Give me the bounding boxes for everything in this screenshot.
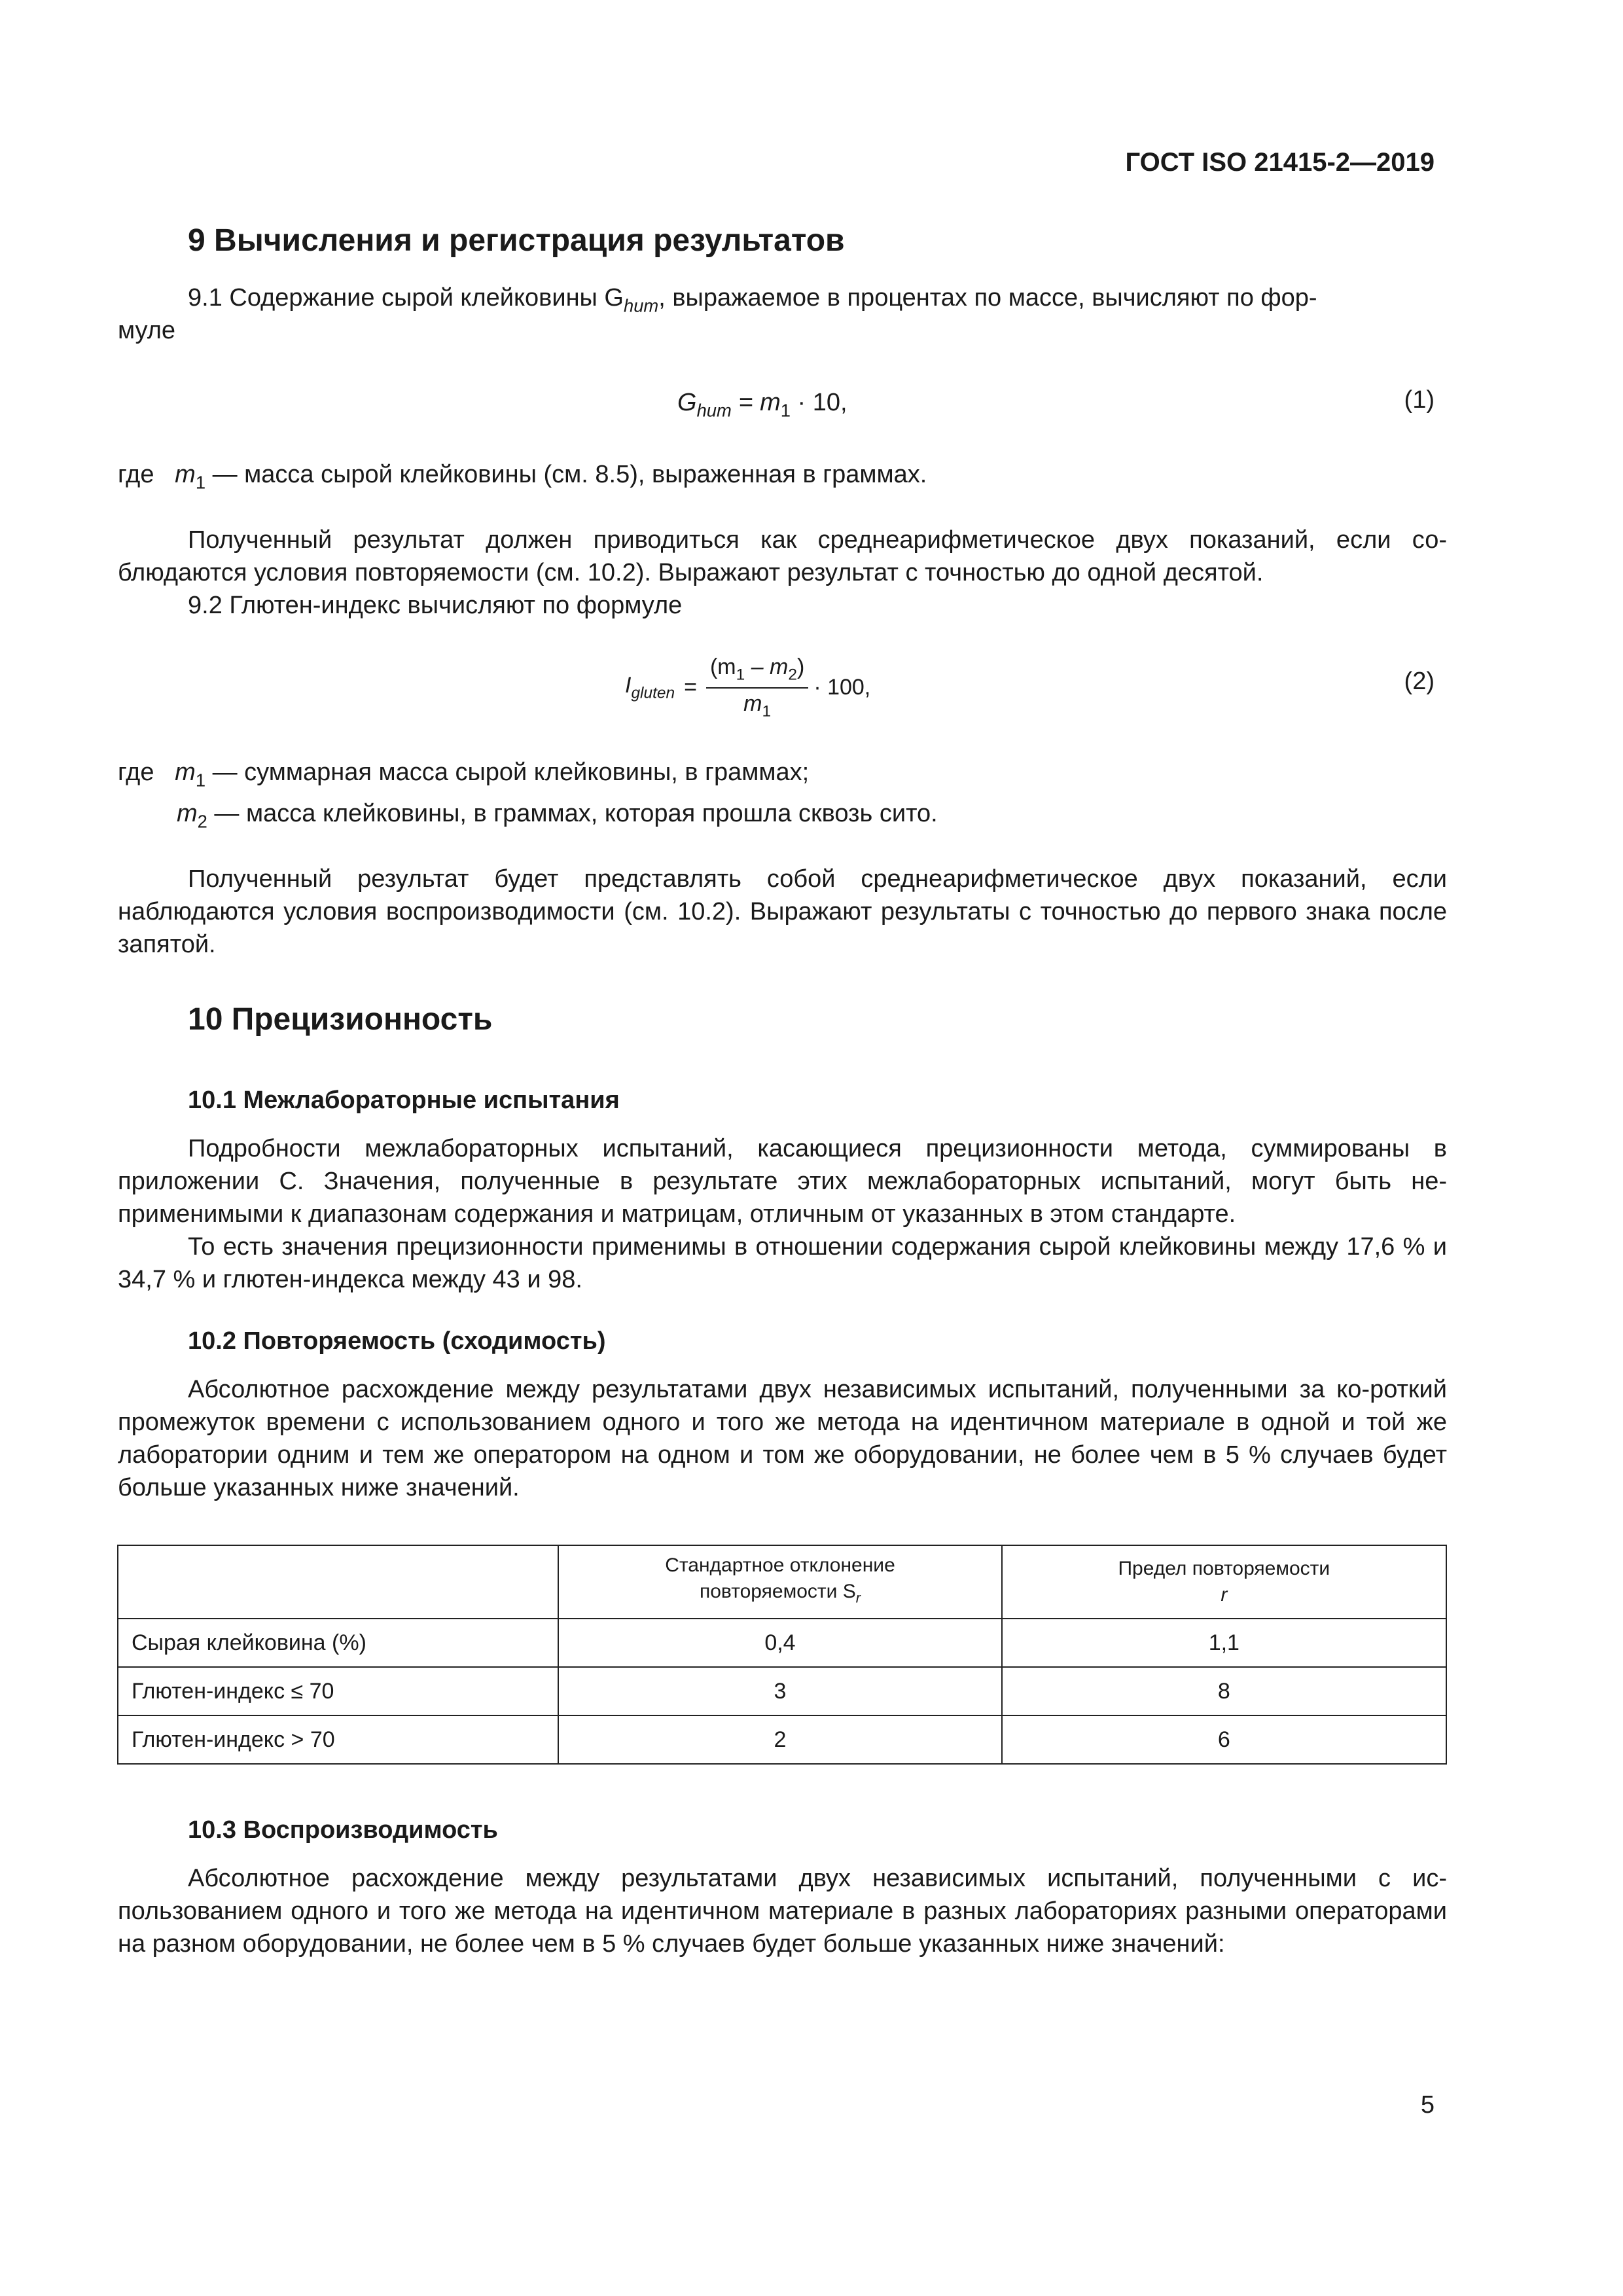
formula-2: $I_{gluten}$ = $\frac{(m_1 - m_2)}{m_1}$ · 100, xyxy=(625,655,871,721)
paragraph-9-1-line1: 9.1 Содержание сырой клейковины $G_{hum}$, выражаемое в процентах по массе, вычисляют по фор- xyxy=(188,284,1317,316)
paragraph-result-2: Полученный результат будет представлять собой среднеарифметическое двух показаний, если наблюдаются условия воспроизводимости (см. 10.2). Выражают результаты с точностью до первого знака после запятой. xyxy=(118,865,1447,958)
paragraph-10-3: Абсолютное расхождение между результатами двух независимых испытаний, полученными с ис-пользованием одного и того же метода на идентичном материале в разных лабораториях разными операторами на разном оборудовании, не более чем в 5 % случаев будет больше указанных ниже значений: xyxy=(118,1865,1447,1958)
formula-1-legend: где $m_1$ — масса сырой клейковины (см. 8.5), выраженная в граммах. xyxy=(118,461,927,493)
formula-2-legend-1: где $m_1$ — суммарная масса сырой клейковины, в граммах; xyxy=(118,759,810,791)
table-cell-label: Сырая клейковина (%) xyxy=(118,1619,558,1667)
formula-2-fraction: $\frac{(m_1 - m_2)}{m_1}$ xyxy=(706,655,808,721)
document-code: ГОСТ ISO 21415-2—2019 xyxy=(1125,148,1435,177)
table-header-r: Предел повторяемости r xyxy=(1002,1545,1446,1619)
table-cell-r: 6 xyxy=(1002,1715,1446,1764)
formula-2-number: (2) xyxy=(1404,668,1435,695)
formula-2-legend-2: $m_2$ — масса клейковины, в граммах, которая прошла сквозь сито. xyxy=(177,800,938,832)
section-10-title: 10 Прецизионность xyxy=(188,1002,493,1037)
table-cell-sr: 0,4 xyxy=(558,1619,1001,1667)
table-cell-label: Глютен-индекс ≤ 70 xyxy=(118,1667,558,1715)
paragraph-10-2: Абсолютное расхождение между результатами двух независимых испытаний, полученными за ко-роткий промежуток времени с использованием одного и того же метода на идентичном материале в одной и той же лаборатории одним и тем же оператором на одном и том же оборудовании, не более чем в 5 % случаев будет больше указанных ниже значений. xyxy=(118,1376,1447,1501)
section-9-title: 9 Вычисления и регистрация результатов xyxy=(188,223,845,258)
table-row xyxy=(118,1667,1446,1715)
formula-1: $G_{hum} = m_1 \cdot 10$, xyxy=(677,389,847,421)
table-row xyxy=(118,1715,1446,1764)
repeatability-table xyxy=(117,1545,1447,1765)
table-header-row xyxy=(118,1545,1446,1619)
section-10-3-title: 10.3 Воспроизводимость xyxy=(188,1816,498,1844)
table-cell-sr: 3 xyxy=(558,1667,1001,1715)
paragraph-result-1: Полученный результат должен приводиться как среднеарифметическое двух показаний, если со-блюдаются условия повторяемости (см. 10.2). Выражают результат с точностью до одной десятой. xyxy=(118,526,1447,586)
paragraph-10-1-a: Подробности межлабораторных испытаний, касающиеся прецизионности метода, суммированы в приложении С. Значения, полученные в результате этих межлабораторных испытаний, могут быть не-применимыми к диапазонам содержания и матрицам, отличным от указанных в этом стандарте. xyxy=(118,1135,1447,1228)
table-cell-r: 8 xyxy=(1002,1667,1446,1715)
table-header-sr: Стандартное отклонение повторяемости $S_r$ xyxy=(558,1545,1001,1619)
page-number: 5 xyxy=(1420,2091,1435,2119)
table-cell-r: 1,1 xyxy=(1002,1619,1446,1667)
section-10-1-title: 10.1 Межлабораторные испытания xyxy=(188,1086,620,1114)
table-row xyxy=(118,1619,1446,1667)
table-header-empty xyxy=(118,1545,558,1619)
paragraph-9-2: 9.2 Глютен-индекс вычисляют по формуле xyxy=(188,592,683,619)
paragraph-10-1-b: То есть значения прецизионности применимы в отношении содержания сырой клейковины между 17,6 % и 34,7 % и глютен-индекса между 43 и 98. xyxy=(118,1233,1447,1293)
formula-1-number: (1) xyxy=(1404,386,1435,414)
table-cell-label: Глютен-индекс > 70 xyxy=(118,1715,558,1764)
section-10-2-title: 10.2 Повторяемость (сходимость) xyxy=(188,1327,606,1355)
paragraph-9-1-line2: муле xyxy=(118,317,176,344)
table-cell-sr: 2 xyxy=(558,1715,1001,1764)
